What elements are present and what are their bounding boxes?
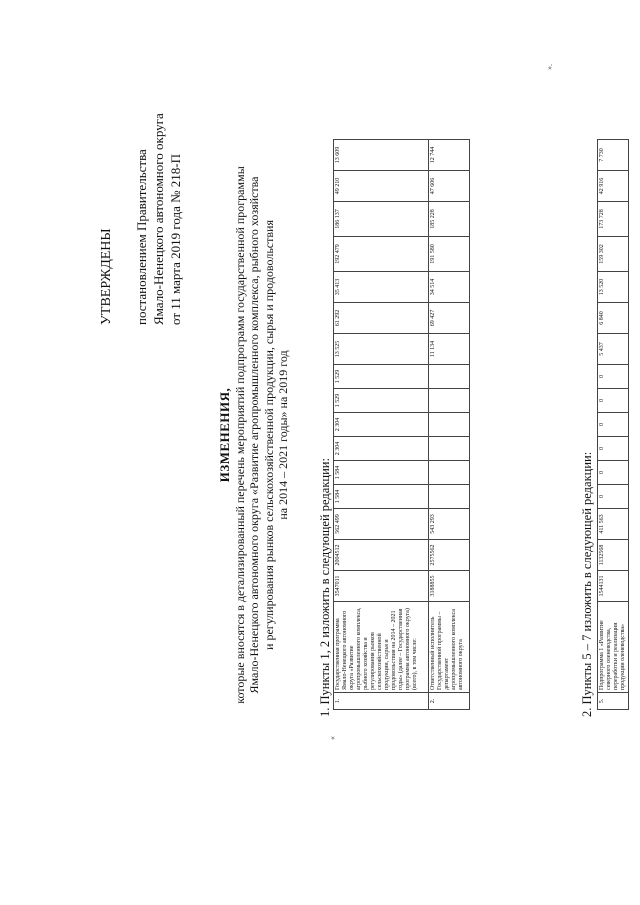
cell: 2 304: [334, 437, 429, 461]
table-1: [333, 139, 470, 710]
cell: 173 728: [598, 202, 629, 237]
cell: 0: [598, 485, 629, 509]
cell: 2004512: [334, 540, 429, 571]
cell: 12 744: [429, 140, 470, 171]
cell: 11 134: [429, 334, 470, 365]
cell: 1 584: [334, 485, 429, 509]
cell: 411 563: [598, 509, 629, 540]
cell: [429, 365, 470, 389]
row-number: 1.: [334, 693, 429, 710]
cell: 186 137: [334, 202, 429, 237]
cell: [429, 389, 470, 413]
cell: 7 730: [598, 140, 629, 171]
cell: 191 580: [429, 237, 470, 272]
cell: 13 520: [598, 272, 629, 303]
row-name: Ответственный исполнитель Государственной программы – департамент агропромышленного комплекса автономного округа: [429, 602, 470, 693]
cell: 3547011: [334, 571, 429, 602]
heading-line: которые вносятся в детализированный перечень мероприятий подпрограмм государственной программы: [232, 166, 247, 704]
cell: 1132568: [598, 540, 629, 571]
approved-title: УТВЕРЖДЕНЫ: [99, 228, 114, 325]
cell: 6 840: [598, 303, 629, 334]
cell: 49 210: [334, 171, 429, 202]
table-row: [598, 140, 629, 710]
cell: 0: [598, 365, 629, 389]
cell: 1 584: [334, 461, 429, 485]
cell: 47 606: [429, 171, 470, 202]
cell: 2575562: [429, 540, 470, 571]
cell: 61 292: [334, 303, 429, 334]
row-name: Подпрограмма 1 «Развитие северного оленеводства, переработки и реализации продукции оленеводства»: [598, 602, 629, 693]
cell: 1544131: [598, 571, 629, 602]
cell: [429, 485, 470, 509]
cell: 543 293: [429, 509, 470, 540]
cell: 185 228: [429, 202, 470, 237]
heading-line: и регулирования рынков сельскохозяйственной продукции, сырья и продовольствия: [261, 220, 276, 650]
cell: 1 529: [334, 365, 429, 389]
cell: 34 514: [429, 272, 470, 303]
row-number: 5.: [598, 693, 629, 710]
cell: 192 479: [334, 237, 429, 272]
document-heading: [218, 85, 291, 785]
cell: [429, 461, 470, 485]
cell: 13 525: [334, 334, 429, 365]
row-name: Государственная программа Ямало-Ненецкого автономного округа «Развитие агропромышленного комплекса, рыбного хозяйства и регулирования рынков сельскохозяйственной продукции, сырья и продовольствия на 2014 – 2021 годы» (далее – Государственная программа автономного округа) (всего), в том числе:: [334, 602, 429, 693]
table-2: [597, 139, 629, 710]
cell: [429, 413, 470, 437]
cell: 0: [598, 437, 629, 461]
cell: 159 302: [598, 237, 629, 272]
heading-line: Ямало-Ненецкого автономного округа «Развитие агропромышленного комплекса, рыбного хозяйства: [247, 176, 261, 694]
cell: 0: [598, 389, 629, 413]
cell: 5 437: [598, 334, 629, 365]
table-row: [429, 140, 470, 710]
cell: 562 499: [334, 509, 429, 540]
approved-line: постановлением Правительства: [134, 149, 149, 325]
approval-stamp: [98, 25, 184, 325]
cell: 0: [598, 461, 629, 485]
approved-line: Ямало-Ненецкого автономного округа: [151, 113, 166, 325]
cell: 0: [598, 413, 629, 437]
approved-line: от 11 марта 2019 года № 218-П: [168, 153, 183, 325]
quote-mark: «: [328, 736, 337, 740]
heading-line: на 2014 – 2021 годы» на 2019 год: [276, 350, 290, 520]
section-1-heading: 1. Пункты 1, 2 изложить в следующей редакции:: [318, 458, 332, 717]
cell: 69 427: [429, 303, 470, 334]
table-row: [334, 140, 429, 710]
cell: 42 916: [598, 171, 629, 202]
section-2-heading: 2. Пункты 5 – 7 изложить в следующей редакции:: [580, 451, 594, 717]
cell: 35 413: [334, 272, 429, 303]
row-number: 2.: [429, 693, 470, 710]
cell: 1 529: [334, 389, 429, 413]
cell: 2 304: [334, 413, 429, 437]
cell: 3188855: [429, 571, 470, 602]
heading-title: ИЗМЕНЕНИЯ,: [217, 387, 232, 483]
cell: 13 609: [334, 140, 429, 171]
closing-quote-mark: ».: [545, 64, 554, 70]
cell: [429, 437, 470, 461]
